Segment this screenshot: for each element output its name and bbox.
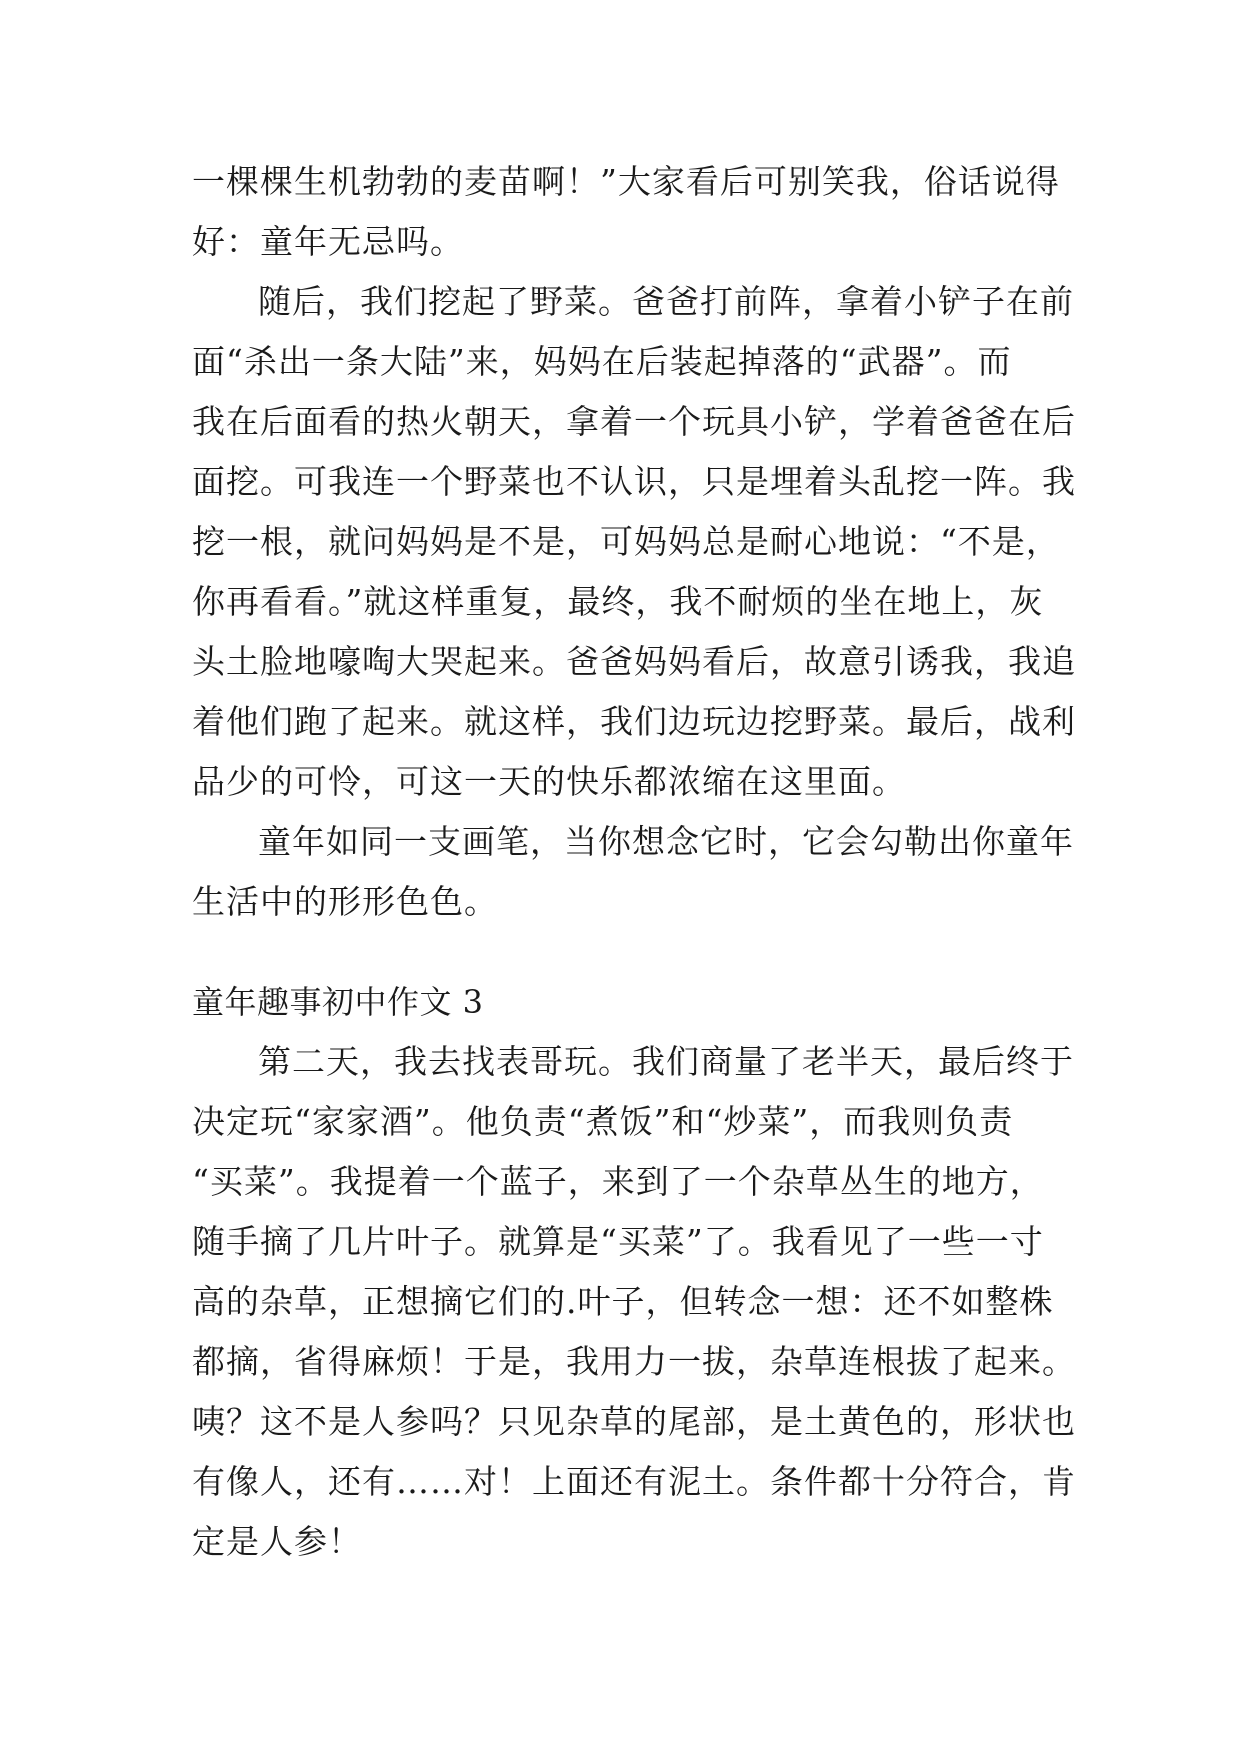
paragraph-start-line: 随后，我们挖起了野菜。爸爸打前阵，拿着小铲子在前 (258, 282, 1074, 321)
text-line: 高的杂草，正想摘它们的.叶子，但转念一想：还不如整株 (192, 1282, 1054, 1321)
text-line: 咦？这不是人参吗？只见杂草的尾部，是土黄色的，形状也 (192, 1402, 1076, 1441)
text-line: 定是人参！ (192, 1522, 362, 1561)
text-line: 挖一根，就问妈妈是不是，可妈妈总是耐心地说：“不是， (192, 522, 1060, 561)
text-line: 有像人，还有……对！上面还有泥土。条件都十分符合，肯 (192, 1462, 1076, 1501)
text-line: 生活中的形形色色。 (192, 882, 498, 921)
text-line: 头土脸地嚎啕大哭起来。爸爸妈妈看后，故意引诱我，我追 (192, 642, 1076, 681)
text-line: 好：童年无忌吗。 (192, 222, 464, 261)
text-line: 我在后面看的热火朝天，拿着一个玩具小铲，学着爸爸在后 (192, 402, 1076, 441)
text-line: 决定玩“家家酒”。他负责“煮饭”和“炒菜”，而我则负责 (192, 1102, 1014, 1141)
text-line: 一棵棵生机勃勃的麦苗啊！”大家看后可别笑我，俗话说得 (192, 162, 1060, 201)
text-line: “买菜”。我提着一个蓝子，来到了一个杂草丛生的地方， (192, 1162, 1044, 1201)
paragraph-start-line: 童年如同一支画笔，当你想念它时，它会勾勒出你童年 (258, 822, 1074, 861)
text-line: 面“杀出一条大陆”来，妈妈在后装起掉落的“武器”。而 (192, 342, 1012, 381)
text-line: 面挖。可我连一个野菜也不认识，只是埋着头乱挖一阵。我 (192, 462, 1076, 501)
text-line: 你再看看。”就这样重复，最终，我不耐烦的坐在地上，灰 (192, 582, 1044, 621)
text-line: 随手摘了几片叶子。就算是“买菜”了。我看见了一些一寸 (192, 1222, 1044, 1261)
paragraph-start-line: 第二天，我去找表哥玩。我们商量了老半天，最后终于 (258, 1042, 1074, 1081)
text-line: 品少的可怜，可这一天的快乐都浓缩在这里面。 (192, 762, 906, 801)
text-line: 都摘，省得麻烦！于是，我用力一拔，杂草连根拔了起来。 (192, 1342, 1076, 1381)
text-line: 着他们跑了起来。就这样，我们边玩边挖野菜。最后，战利 (192, 702, 1076, 741)
section-heading: 童年趣事初中作文 3 (192, 983, 484, 1021)
